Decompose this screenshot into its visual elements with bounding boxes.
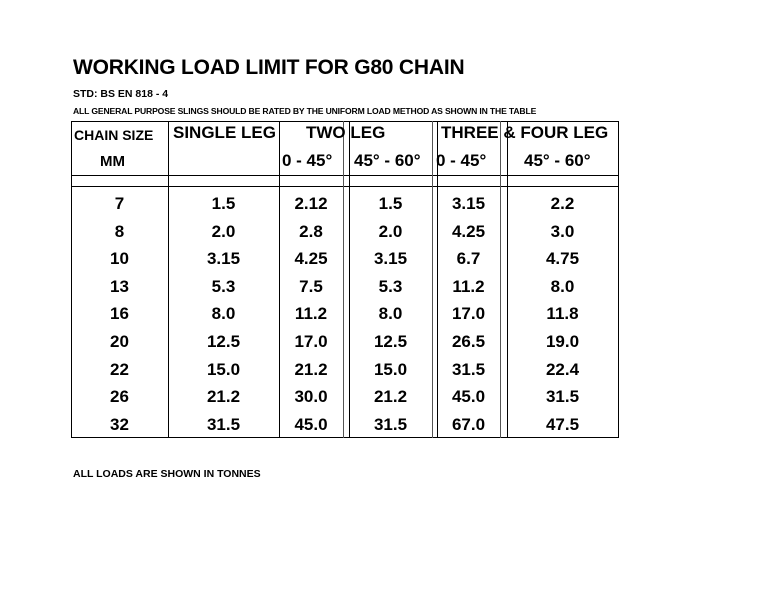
table-cell: 21.2 (206, 387, 241, 407)
header-two-leg-angle-1: 0 - 45° (282, 151, 333, 170)
table-cell: 22 (110, 359, 129, 379)
table-cell: 47.5 (545, 414, 580, 434)
table-border-top (71, 121, 619, 122)
table-cell: 1.5 (378, 194, 403, 213)
header-two-leg: TWO LEG (306, 123, 386, 142)
table-cell: 4.75 (545, 249, 580, 269)
units-note: ALL LOADS ARE SHOWN IN TONNES (73, 468, 261, 480)
rating-note: ALL GENERAL PURPOSE SLINGS SHOULD BE RATED BY THE UNIFORM LOAD METHOD AS SHOWN IN THE TABLE (73, 106, 537, 116)
table-cell: 30.0 (294, 387, 328, 407)
table-cell: 7 (114, 194, 125, 213)
table-cell: 2.8 (299, 221, 323, 241)
table-cell: 22.4 (545, 359, 580, 379)
column-divider (343, 121, 344, 438)
table-cell: 8 (114, 221, 125, 241)
page-title: WORKING LOAD LIMIT FOR G80 CHAIN (73, 56, 465, 79)
table-cell: 31.5 (451, 359, 486, 379)
table-cell: 1.5 (211, 194, 236, 213)
table-cell: 21.2 (373, 387, 408, 407)
header-two-leg-angle-2: 45° - 60° (354, 151, 421, 170)
table-cell: 8.0 (550, 276, 575, 296)
table-cell: 31.5 (545, 387, 580, 407)
standard-reference: STD: BS EN 818 - 4 (73, 88, 169, 100)
table-cell: 26.5 (451, 332, 486, 351)
table-cell: 4.25 (451, 221, 486, 241)
table-cell: 17.0 (294, 332, 328, 351)
table-cell: 11.2 (452, 276, 485, 296)
table-cell: 17.0 (451, 304, 486, 324)
header-chain-size: CHAIN SIZE (74, 127, 154, 143)
table-cell: 5.3 (211, 276, 236, 296)
table-cell: 67.0 (451, 414, 486, 434)
table-cell: 2.2 (550, 194, 575, 213)
table-cell: 45.0 (451, 387, 486, 407)
header-three-four-angle-1: 0 - 45° (436, 151, 487, 170)
table-cell: 31.5 (373, 414, 408, 434)
table-divider (71, 175, 619, 176)
header-single-leg: SINGLE LEG (173, 123, 276, 142)
table-cell: 10 (110, 249, 129, 269)
table-cell: 45.0 (294, 414, 328, 434)
table-cell: 3.15 (206, 249, 241, 269)
table-cell: 6.7 (456, 249, 481, 269)
table-cell: 19.0 (545, 332, 580, 351)
table-cell: 32 (110, 414, 129, 434)
table-cell: 20 (110, 332, 129, 351)
table-cell: 31.5 (206, 414, 241, 434)
header-mm: MM (100, 153, 125, 170)
table-cell: 3.0 (550, 221, 575, 241)
table-cell: 12.5 (206, 332, 241, 351)
table-cell: 15.0 (373, 359, 408, 379)
table-cell: 26 (110, 387, 129, 407)
table-cell: 7.5 (299, 276, 323, 296)
table-cell: 16 (110, 304, 129, 324)
table-cell: 3.15 (451, 194, 486, 213)
header-three-four-leg: THREE & FOUR LEG (441, 123, 609, 142)
table-cell: 11.8 (546, 304, 579, 324)
column-divider (500, 121, 501, 438)
header-three-four-angle-2: 45° - 60° (524, 151, 591, 170)
table-cell: 21.2 (294, 359, 328, 379)
table-cell: 2.0 (211, 221, 236, 241)
table-cell: 15.0 (206, 359, 241, 379)
table-cell: 12.5 (373, 332, 408, 351)
table-divider (71, 186, 619, 187)
table-cell: 4.25 (294, 249, 328, 269)
table-cell: 8.0 (211, 304, 236, 324)
table-cell: 11.2 (294, 304, 328, 324)
table-cell: 2.0 (378, 221, 403, 241)
table-border-right (618, 121, 619, 438)
table-cell: 8.0 (378, 304, 403, 324)
table-cell: 2.12 (294, 194, 328, 213)
table-cell: 3.15 (373, 249, 408, 269)
table-cell: 5.3 (378, 276, 403, 296)
table-border-bottom (71, 437, 619, 438)
column-divider (432, 121, 433, 438)
table-cell: 13 (110, 276, 129, 296)
